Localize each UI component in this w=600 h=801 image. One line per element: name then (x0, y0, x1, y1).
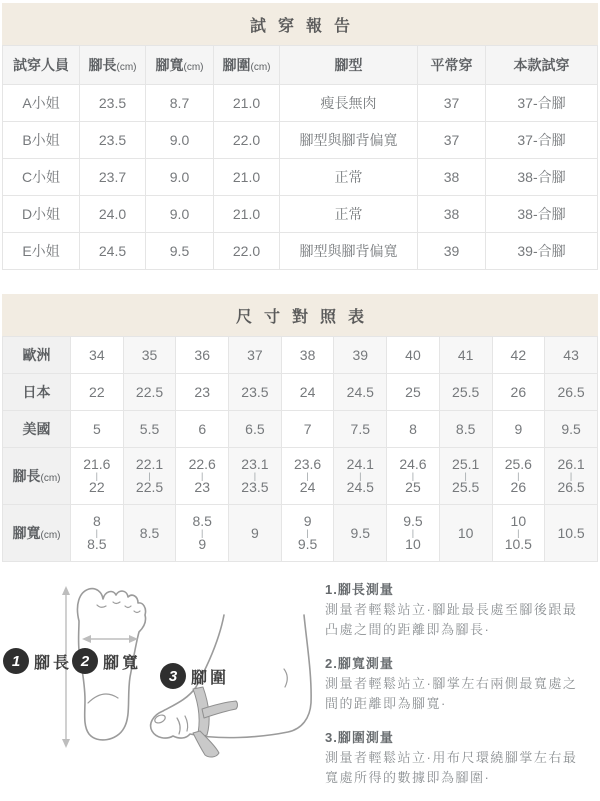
column-label: 腳圍 (222, 57, 251, 73)
range-separator: | (411, 471, 415, 481)
table-cell: 25.5 (439, 374, 492, 411)
row-header (3, 505, 71, 562)
range-min: 25.6 (504, 456, 532, 472)
table-row (3, 233, 598, 270)
table-cell: 9.0 (146, 196, 214, 233)
table-cell: 8.7 (146, 85, 214, 122)
measurement-instructions (325, 579, 591, 801)
table-cell: 23.7 (80, 159, 146, 196)
row-label: 腳長 (12, 468, 41, 484)
column-label: 腳寬 (155, 57, 184, 73)
range-min: 26.1 (557, 456, 585, 472)
row-label: 歐洲 (22, 347, 51, 363)
measurement-guide-section (0, 569, 600, 787)
table-cell: 37 (418, 85, 486, 122)
table-cell: 25 (387, 374, 440, 411)
tryon-table-head (3, 46, 598, 85)
range-max: 22.5 (135, 479, 164, 495)
range-separator: | (201, 528, 204, 538)
size-chart-title: 尺寸對照表 (2, 294, 598, 336)
table-cell: 9.0 (146, 122, 214, 159)
table-cell: 5 (71, 411, 124, 448)
range-separator: | (306, 528, 309, 538)
table-cell: 正常 (280, 196, 418, 233)
tryon-report-section (2, 3, 598, 270)
table-cell: 38-合腳 (486, 159, 598, 196)
table-cell: 38 (281, 337, 334, 374)
table-cell: 21.0 (214, 85, 280, 122)
table-cell: 6.5 (229, 411, 282, 448)
range-max: 10 (405, 536, 421, 552)
table-cell (492, 505, 545, 562)
table-cell: 22.0 (214, 233, 280, 270)
range-max: 8.5 (87, 536, 107, 552)
table-row (3, 448, 598, 505)
range-max: 25.5 (452, 479, 480, 495)
length-badge (3, 648, 72, 674)
range-min: 22.6 (188, 456, 216, 472)
table-cell: 9 (229, 505, 282, 562)
range-min: 9 (303, 513, 312, 529)
table-cell: 瘦長無肉 (280, 85, 418, 122)
instruction-title: 3.腳圍測量 (325, 730, 394, 745)
measurement-instruction (325, 653, 591, 714)
table-cell: 10 (439, 505, 492, 562)
column-label: 腳型 (334, 57, 363, 73)
table-cell: 8 (387, 411, 440, 448)
column-header (3, 46, 80, 85)
table-cell: 38 (418, 196, 486, 233)
table-cell: 22.5 (123, 374, 176, 411)
table-row (3, 374, 598, 411)
table-cell (176, 448, 229, 505)
row-unit: (cm) (40, 530, 61, 541)
column-unit: (cm) (183, 62, 204, 73)
foot-measurement-diagram (0, 569, 330, 787)
table-cell: 39 (418, 233, 486, 270)
table-cell: 8.5 (439, 411, 492, 448)
badge-number-3: 3 (160, 663, 186, 689)
table-cell: 9.5 (146, 233, 214, 270)
range-min: 9.5 (403, 513, 423, 529)
tryon-report-table (2, 45, 598, 270)
table-cell: 23 (176, 374, 229, 411)
range-separator: | (569, 471, 573, 481)
table-cell (123, 448, 176, 505)
header-row (3, 46, 598, 85)
table-cell: 23.5 (229, 374, 282, 411)
table-cell: 36 (176, 337, 229, 374)
instruction-title: 1.腳長測量 (325, 582, 394, 597)
range-min: 22.1 (135, 456, 164, 472)
row-header (3, 374, 71, 411)
table-cell: 5.5 (123, 411, 176, 448)
range-max: 26 (510, 479, 527, 495)
table-cell: 6 (176, 411, 229, 448)
range-separator: | (517, 471, 520, 481)
girth-badge (160, 663, 229, 689)
table-cell (229, 448, 282, 505)
size-table-body (3, 337, 598, 562)
width-badge (72, 648, 141, 674)
range-separator: | (201, 471, 204, 481)
column-unit: (cm) (116, 62, 137, 73)
table-cell: 8.5 (123, 505, 176, 562)
table-cell: E小姐 (3, 233, 80, 270)
table-row (3, 196, 598, 233)
table-row (3, 411, 598, 448)
range-min: 21.6 (83, 456, 111, 472)
table-cell: 10.5 (545, 505, 598, 562)
table-cell: 7 (281, 411, 334, 448)
range-separator: | (464, 471, 467, 481)
table-cell (387, 448, 440, 505)
table-cell: 21.0 (214, 196, 280, 233)
instruction-body: 測量者輕鬆站立·腳趾最長處至腳後跟最凸處之間的距離即為腳長· (325, 602, 578, 637)
table-cell: 24.0 (80, 196, 146, 233)
instruction-body: 測量者輕鬆站立·用布尺環繞腳掌左右最寬處所得的數據即為腳圍· (325, 750, 578, 785)
column-header (280, 46, 418, 85)
range-min: 8 (92, 513, 101, 529)
table-cell: 37 (418, 122, 486, 159)
table-row (3, 505, 598, 562)
row-header (3, 337, 71, 374)
range-min: 23.6 (293, 456, 322, 472)
column-header (418, 46, 486, 85)
badge-label-girth: 腳圍 (191, 669, 230, 687)
table-cell: 38-合腳 (486, 196, 598, 233)
table-cell: 腳型與腳背偏寬 (280, 122, 418, 159)
range-max: 23.5 (241, 479, 269, 495)
table-cell: 23.5 (80, 85, 146, 122)
table-cell: 24.5 (80, 233, 146, 270)
table-cell (334, 448, 387, 505)
table-cell: 9.5 (545, 411, 598, 448)
range-separator: | (148, 471, 151, 481)
table-cell (387, 505, 440, 562)
table-cell: 35 (123, 337, 176, 374)
table-cell (71, 448, 124, 505)
range-max: 22 (89, 479, 105, 495)
table-row (3, 122, 598, 159)
range-separator: | (95, 528, 99, 538)
table-cell: 26 (492, 374, 545, 411)
table-cell: 9.0 (146, 159, 214, 196)
row-unit: (cm) (40, 473, 61, 484)
row-header (3, 448, 71, 505)
table-cell: 正常 (280, 159, 418, 196)
column-header (80, 46, 146, 85)
badge-number-2: 2 (72, 648, 98, 674)
range-max: 9.5 (297, 536, 318, 552)
instruction-body: 測量者輕鬆站立·腳掌左右兩側最寬處之間的距離即為腳寬· (325, 676, 578, 711)
table-cell (545, 448, 598, 505)
range-separator: | (95, 471, 99, 481)
column-label: 腳長 (88, 57, 117, 73)
size-chart-section (2, 294, 598, 562)
badge-number-1: 1 (3, 648, 29, 674)
table-cell: 41 (439, 337, 492, 374)
table-cell: C小姐 (3, 159, 80, 196)
table-cell: 21.0 (214, 159, 280, 196)
table-cell: 39-合腳 (486, 233, 598, 270)
table-cell: 22 (71, 374, 124, 411)
column-label: 試穿人員 (13, 57, 69, 73)
range-separator: | (253, 471, 257, 481)
table-cell (281, 505, 334, 562)
table-cell: 7.5 (334, 411, 387, 448)
range-separator: | (411, 528, 415, 538)
badge-label-length: 腳長 (34, 654, 73, 672)
range-min: 10 (510, 513, 527, 529)
range-max: 9 (198, 536, 207, 552)
measurement-instruction (325, 579, 591, 640)
column-unit: (cm) (250, 62, 271, 73)
table-row (3, 337, 598, 374)
range-min: 23.1 (241, 456, 269, 472)
table-cell (176, 505, 229, 562)
table-cell: 40 (387, 337, 440, 374)
range-max: 10.5 (504, 536, 532, 552)
table-cell: 37-合腳 (486, 85, 598, 122)
table-cell (71, 505, 124, 562)
row-label: 腳寬 (12, 525, 41, 541)
range-min: 24.1 (346, 456, 374, 472)
table-cell: 24.5 (334, 374, 387, 411)
table-cell: 37-合腳 (486, 122, 598, 159)
range-min: 25.1 (452, 456, 480, 472)
range-separator: | (306, 471, 309, 481)
table-cell: 23.5 (80, 122, 146, 159)
shoe-size-guide-page (0, 3, 600, 787)
table-cell (281, 448, 334, 505)
range-min: 24.6 (399, 456, 427, 472)
range-max: 24 (299, 479, 316, 495)
column-header (214, 46, 280, 85)
column-label: 平常穿 (430, 57, 473, 73)
table-cell: A小姐 (3, 85, 80, 122)
table-cell: 腳型與腳背偏寬 (280, 233, 418, 270)
row-header (3, 411, 71, 448)
badge-label-width: 腳寬 (103, 654, 142, 672)
row-label: 美國 (22, 421, 51, 437)
range-min: 8.5 (192, 513, 212, 529)
range-separator: | (359, 471, 362, 481)
range-max: 23 (194, 479, 210, 495)
table-cell (492, 448, 545, 505)
table-cell: 22.0 (214, 122, 280, 159)
column-header (486, 46, 598, 85)
table-cell: 43 (545, 337, 598, 374)
tryon-table-body (3, 85, 598, 270)
table-cell: B小姐 (3, 122, 80, 159)
instruction-title: 2.腳寬測量 (325, 656, 394, 671)
column-header (146, 46, 214, 85)
row-label: 日本 (22, 384, 51, 400)
table-cell (439, 448, 492, 505)
range-max: 26.5 (557, 479, 585, 495)
table-cell: 39 (334, 337, 387, 374)
range-separator: | (517, 528, 520, 538)
table-row (3, 159, 598, 196)
column-label: 本款試穿 (513, 57, 570, 73)
table-cell: 38 (418, 159, 486, 196)
table-cell: 9.5 (334, 505, 387, 562)
range-max: 24.5 (346, 479, 374, 495)
table-cell: 9 (492, 411, 545, 448)
size-chart-table (2, 336, 598, 562)
table-cell: 37 (229, 337, 282, 374)
table-cell: 42 (492, 337, 545, 374)
tryon-report-title: 試穿報告 (2, 3, 598, 45)
measurement-instruction (325, 727, 591, 788)
range-max: 25 (405, 479, 421, 495)
table-cell: D小姐 (3, 196, 80, 233)
table-row (3, 85, 598, 122)
table-cell: 34 (71, 337, 124, 374)
table-cell: 24 (281, 374, 334, 411)
table-cell: 26.5 (545, 374, 598, 411)
